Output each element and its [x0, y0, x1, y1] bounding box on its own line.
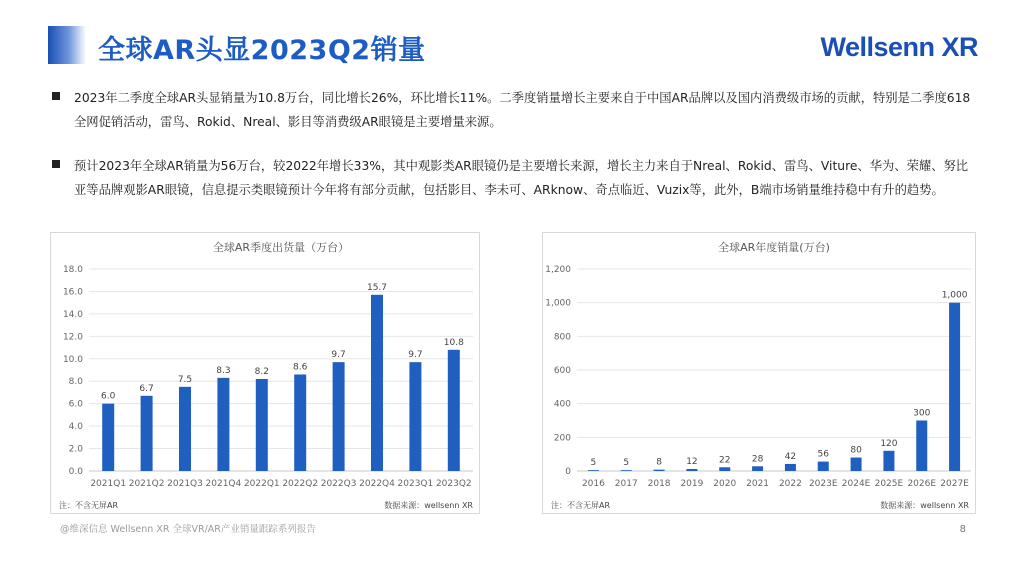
x-tick-label: 2021Q4 — [205, 479, 242, 489]
x-tick-label: 2023Q2 — [435, 479, 472, 489]
data-label: 56 — [817, 449, 829, 460]
bar — [621, 470, 632, 471]
bar — [785, 464, 796, 471]
data-label: 1,000 — [941, 290, 968, 301]
x-tick-label: 2021Q2 — [128, 479, 165, 489]
chart-source: 数据来源：wellsenn XR — [384, 501, 473, 510]
x-tick-label: 2022Q2 — [282, 479, 319, 489]
data-label: 12 — [686, 456, 698, 467]
x-tick-label: 2021Q3 — [167, 479, 203, 489]
y-tick-label: 6.0 — [68, 399, 83, 410]
bar — [851, 458, 862, 471]
chart-note: 注：不含无屏AR — [59, 501, 119, 510]
bar — [719, 467, 730, 471]
y-tick-label: 8.0 — [68, 377, 83, 388]
chart-title: 全球AR季度出货量（万台） — [212, 241, 350, 254]
y-tick-label: 200 — [553, 433, 571, 444]
y-tick-label: 14.0 — [62, 309, 83, 320]
y-tick-label: 18.0 — [62, 265, 83, 275]
bar — [102, 404, 114, 471]
data-label: 300 — [913, 408, 931, 419]
y-tick-label: 2.0 — [68, 444, 83, 455]
bar — [409, 362, 421, 471]
bar — [179, 387, 191, 471]
chart-title: 全球AR年度销量(万台) — [718, 241, 830, 254]
annual-chart — [542, 232, 976, 514]
y-tick-label: 10.0 — [62, 354, 83, 365]
y-tick-label: 400 — [553, 399, 571, 410]
x-tick-label: 2017 — [614, 479, 638, 489]
x-tick-label: 2026E — [907, 479, 937, 489]
bullet-text: 预计2023年全球AR销量为56万台，较2022年增长33%，其中观影类AR眼镜仍是主要增长来源，增长主力来自于Nreal、Rokid、雷鸟、Viture、华为、荣耀、努比亚等品牌观影AR眼镜，信息提示类眼镜预计今年将有部分贡献，包括影目、李未可、ARknow、奇点临近、Vuzix等，此外，B端市场销量维持稳中有升的趋势。 — [74, 159, 969, 197]
x-tick-label: 2019 — [680, 479, 704, 489]
x-tick-label: 2027E — [940, 479, 969, 489]
x-tick-label: 2024E — [841, 479, 871, 489]
bullet-item — [50, 86, 980, 134]
bar — [818, 462, 829, 471]
bar — [371, 295, 383, 471]
chart-note: 注：不含无屏AR — [551, 501, 611, 510]
y-tick-label: 0.0 — [68, 467, 83, 477]
bullet-square-icon — [52, 92, 60, 100]
data-label: 5 — [623, 458, 630, 469]
x-tick-label: 2023E — [808, 479, 838, 489]
page-number: 8 — [959, 524, 966, 535]
y-tick-label: 600 — [553, 366, 571, 376]
chart-source: 数据来源：wellsenn XR — [880, 501, 969, 510]
y-tick-label: 0 — [565, 467, 571, 477]
data-label: 6.0 — [101, 391, 116, 402]
bar — [333, 362, 345, 471]
data-label: 120 — [880, 438, 898, 449]
x-tick-label: 2022Q1 — [243, 479, 280, 489]
data-label: 9.7 — [408, 350, 423, 361]
title-accent-bar — [48, 26, 86, 64]
bullet-item — [50, 154, 980, 202]
bar — [588, 470, 599, 471]
bar — [294, 374, 306, 471]
data-label: 8.6 — [293, 362, 308, 373]
bullet-list — [50, 86, 980, 222]
data-label: 9.7 — [331, 350, 346, 361]
bullet-square-icon — [52, 160, 60, 168]
x-tick-label: 2021 — [746, 479, 770, 489]
quarterly-chart-svg — [51, 233, 481, 495]
bar — [686, 469, 697, 471]
x-tick-label: 2018 — [647, 479, 671, 489]
x-tick-label: 2022Q4 — [359, 479, 395, 489]
bar — [217, 378, 229, 471]
y-tick-label: 1,000 — [545, 298, 571, 309]
bar — [752, 466, 763, 471]
data-label: 10.8 — [443, 337, 464, 348]
footer-text: @维深信息 Wellsenn XR 全球VR/AR产业销量跟踪系列报告 — [60, 524, 316, 535]
x-tick-label: 2021Q1 — [90, 479, 127, 489]
y-tick-label: 1,200 — [545, 265, 571, 275]
page-title: 全球AR头显2023Q2销量 — [98, 35, 426, 66]
x-tick-label: 2020 — [713, 479, 737, 489]
data-label: 5 — [590, 458, 597, 469]
data-label: 8.2 — [254, 366, 269, 377]
bar — [256, 379, 268, 471]
bar — [949, 303, 960, 471]
data-label: 7.5 — [177, 374, 193, 385]
x-tick-label: 2016 — [581, 479, 605, 489]
y-tick-label: 12.0 — [62, 332, 83, 343]
bar — [916, 421, 927, 472]
data-label: 28 — [751, 454, 764, 465]
bar — [448, 350, 460, 471]
data-label: 22 — [719, 455, 731, 466]
y-tick-label: 4.0 — [68, 422, 83, 433]
bar — [141, 396, 153, 471]
quarterly-chart — [50, 232, 480, 514]
x-tick-label: 2022Q3 — [320, 479, 357, 489]
data-label: 42 — [784, 451, 797, 462]
data-label: 15.7 — [366, 282, 388, 293]
bar — [883, 451, 894, 471]
x-tick-label: 2022 — [778, 479, 802, 489]
data-label: 8.3 — [216, 365, 231, 376]
data-label: 80 — [850, 445, 862, 456]
x-tick-label: 2023Q1 — [397, 479, 434, 489]
data-label: 8 — [656, 457, 662, 468]
y-tick-label: 800 — [553, 332, 571, 343]
bullet-text: 2023年二季度全球AR头显销量为10.8万台，同比增长26%，环比增长11%。二季度销量增长主要来自于中国AR品牌以及国内消费级市场的贡献，特别是二季度618全网促销活动，雷鸟、Rokid、Nreal、影目等消费级AR眼镜是主要增量来源。 — [74, 91, 971, 129]
y-tick-label: 16.0 — [62, 287, 83, 298]
bar — [654, 470, 665, 471]
annual-chart-svg — [543, 233, 977, 495]
wellsenn-logo: Wellsenn XR — [820, 32, 978, 62]
x-tick-label: 2025E — [874, 479, 904, 489]
data-label: 6.7 — [139, 383, 154, 394]
